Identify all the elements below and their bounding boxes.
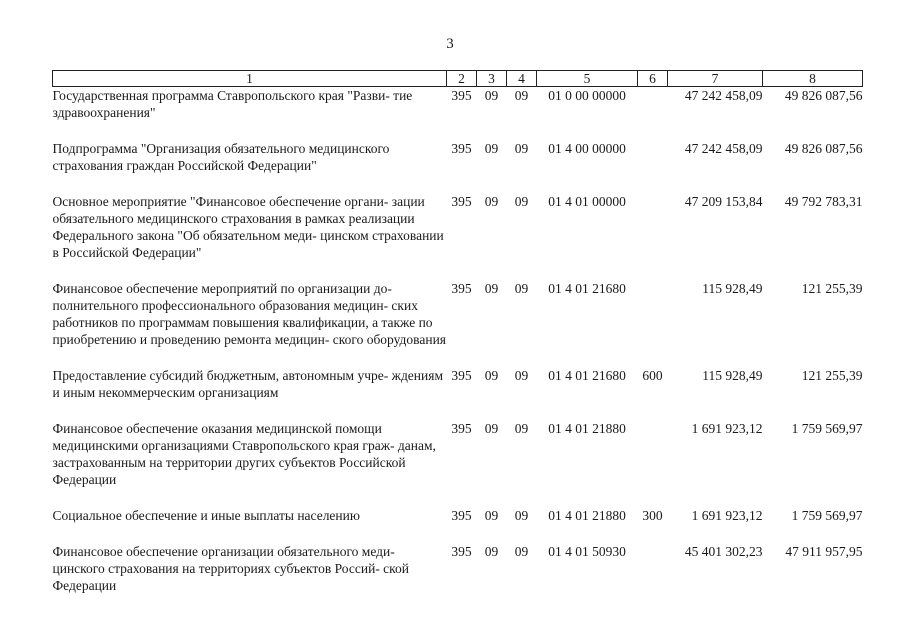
cell-target-article: 01 4 01 21880: [548, 508, 626, 523]
table-row: [53, 367, 863, 420]
cell-target-article: 01 4 01 21680: [548, 368, 626, 383]
cell-section: 09: [484, 194, 499, 209]
cell-expense-type: [638, 420, 668, 507]
table-row: [53, 87, 863, 141]
cell-ministry-code: 395: [451, 544, 472, 559]
cell-subsection: 09: [514, 281, 529, 296]
row-name: Предоставление субсидий бюджетным, автономным учре- ждениям и иным некоммерческим организациям: [52, 368, 444, 400]
cell-section: 09: [484, 88, 499, 103]
cell-expense-type: [638, 280, 668, 367]
cell-target-article: 01 4 00 00000: [548, 141, 626, 156]
cell-amount-7: 1 691 923,12: [691, 421, 763, 436]
cell-target-article: 01 4 01 50930: [548, 544, 626, 559]
column-header: 3: [477, 71, 507, 87]
cell-amount-8: 121 255,39: [801, 368, 863, 383]
row-name: Финансовое обеспечение оказания медицинской помощи медицинскими организациями Ставропольского края граж- данам, застрахованным на территории других субъектов Российской Федерации: [52, 421, 436, 487]
cell-expense-type: [638, 87, 668, 141]
cell-amount-7: 115 928,49: [702, 368, 763, 383]
cell-amount-8: 121 255,39: [801, 281, 863, 296]
cell-section: 09: [484, 421, 499, 436]
cell-ministry-code: 395: [451, 88, 472, 103]
cell-ministry-code: 395: [451, 508, 472, 523]
cell-section: 09: [484, 508, 499, 523]
row-name: Подпрограмма "Организация обязательного медицинского страхования граждан Российской Федерации": [52, 141, 390, 173]
cell-ministry-code: 395: [451, 368, 472, 383]
cell-subsection: 09: [514, 544, 529, 559]
cell-amount-7: 1 691 923,12: [691, 508, 763, 523]
cell-section: 09: [484, 281, 499, 296]
column-header: 1: [53, 71, 447, 87]
cell-subsection: 09: [514, 141, 529, 156]
cell-section: 09: [484, 141, 499, 156]
column-header: 6: [638, 71, 668, 87]
budget-table: [52, 70, 863, 613]
page-number: 3: [446, 36, 454, 52]
cell-ministry-code: 395: [451, 141, 472, 156]
row-name: Основное мероприятие "Финансовое обеспечение органи- зации обязательного медицинского страхования в рамках реализации Федерального закона "Об обязательном меди- цинском страховании в Российской Федерации": [52, 194, 444, 260]
cell-amount-7: 45 401 302,23: [684, 544, 763, 559]
cell-subsection: 09: [514, 194, 529, 209]
row-name: Финансовое обеспечение мероприятий по организации до- полнительного профессионального образования медицин- ских работников по программам повышения квалификации, а также по приобретению и проведению ремонта медицин- ского оборудования: [52, 281, 446, 347]
cell-amount-8: 49 826 087,56: [784, 88, 863, 103]
cell-amount-8: 1 759 569,97: [791, 508, 863, 523]
cell-amount-7: 47 242 458,09: [684, 141, 763, 156]
cell-ministry-code: 395: [451, 194, 472, 209]
table-row: [53, 193, 863, 280]
column-header: 2: [447, 71, 477, 87]
table-row: [53, 140, 863, 193]
cell-expense-type: [638, 543, 668, 613]
table-row: [53, 507, 863, 543]
cell-subsection: 09: [514, 368, 529, 383]
cell-expense-type: 600: [642, 368, 663, 383]
cell-target-article: 01 4 01 21680: [548, 281, 626, 296]
cell-expense-type: 300: [642, 508, 663, 523]
row-name: Финансовое обеспечение организации обязательного меди- цинского страхования на территориях субъектов Россий- ской Федерации: [52, 544, 410, 593]
column-header: 4: [507, 71, 537, 87]
cell-ministry-code: 395: [451, 421, 472, 436]
cell-amount-8: 49 792 783,31: [784, 194, 863, 209]
cell-target-article: 01 0 00 00000: [548, 88, 626, 103]
cell-amount-8: 49 826 087,56: [784, 141, 863, 156]
cell-section: 09: [484, 368, 499, 383]
cell-subsection: 09: [514, 508, 529, 523]
column-header: 5: [537, 71, 638, 87]
cell-amount-7: 115 928,49: [702, 281, 763, 296]
cell-subsection: 09: [514, 88, 529, 103]
table-row: [53, 543, 863, 613]
cell-target-article: 01 4 01 00000: [548, 194, 626, 209]
column-header: 8: [763, 71, 863, 87]
cell-expense-type: [638, 193, 668, 280]
cell-ministry-code: 395: [451, 281, 472, 296]
row-name: Государственная программа Ставропольского края "Разви- тие здравоохранения": [52, 88, 413, 120]
cell-subsection: 09: [514, 421, 529, 436]
row-name: Социальное обеспечение и иные выплаты населению: [52, 508, 360, 523]
cell-amount-8: 47 911 957,95: [785, 544, 863, 559]
cell-amount-7: 47 209 153,84: [684, 194, 763, 209]
table-row: [53, 280, 863, 367]
cell-target-article: 01 4 01 21880: [548, 421, 626, 436]
cell-expense-type: [638, 140, 668, 193]
cell-amount-8: 1 759 569,97: [791, 421, 863, 436]
column-header: 7: [668, 71, 763, 87]
table-header-row: [53, 71, 863, 87]
cell-section: 09: [484, 544, 499, 559]
cell-amount-7: 47 242 458,09: [684, 88, 763, 103]
table-row: [53, 420, 863, 507]
